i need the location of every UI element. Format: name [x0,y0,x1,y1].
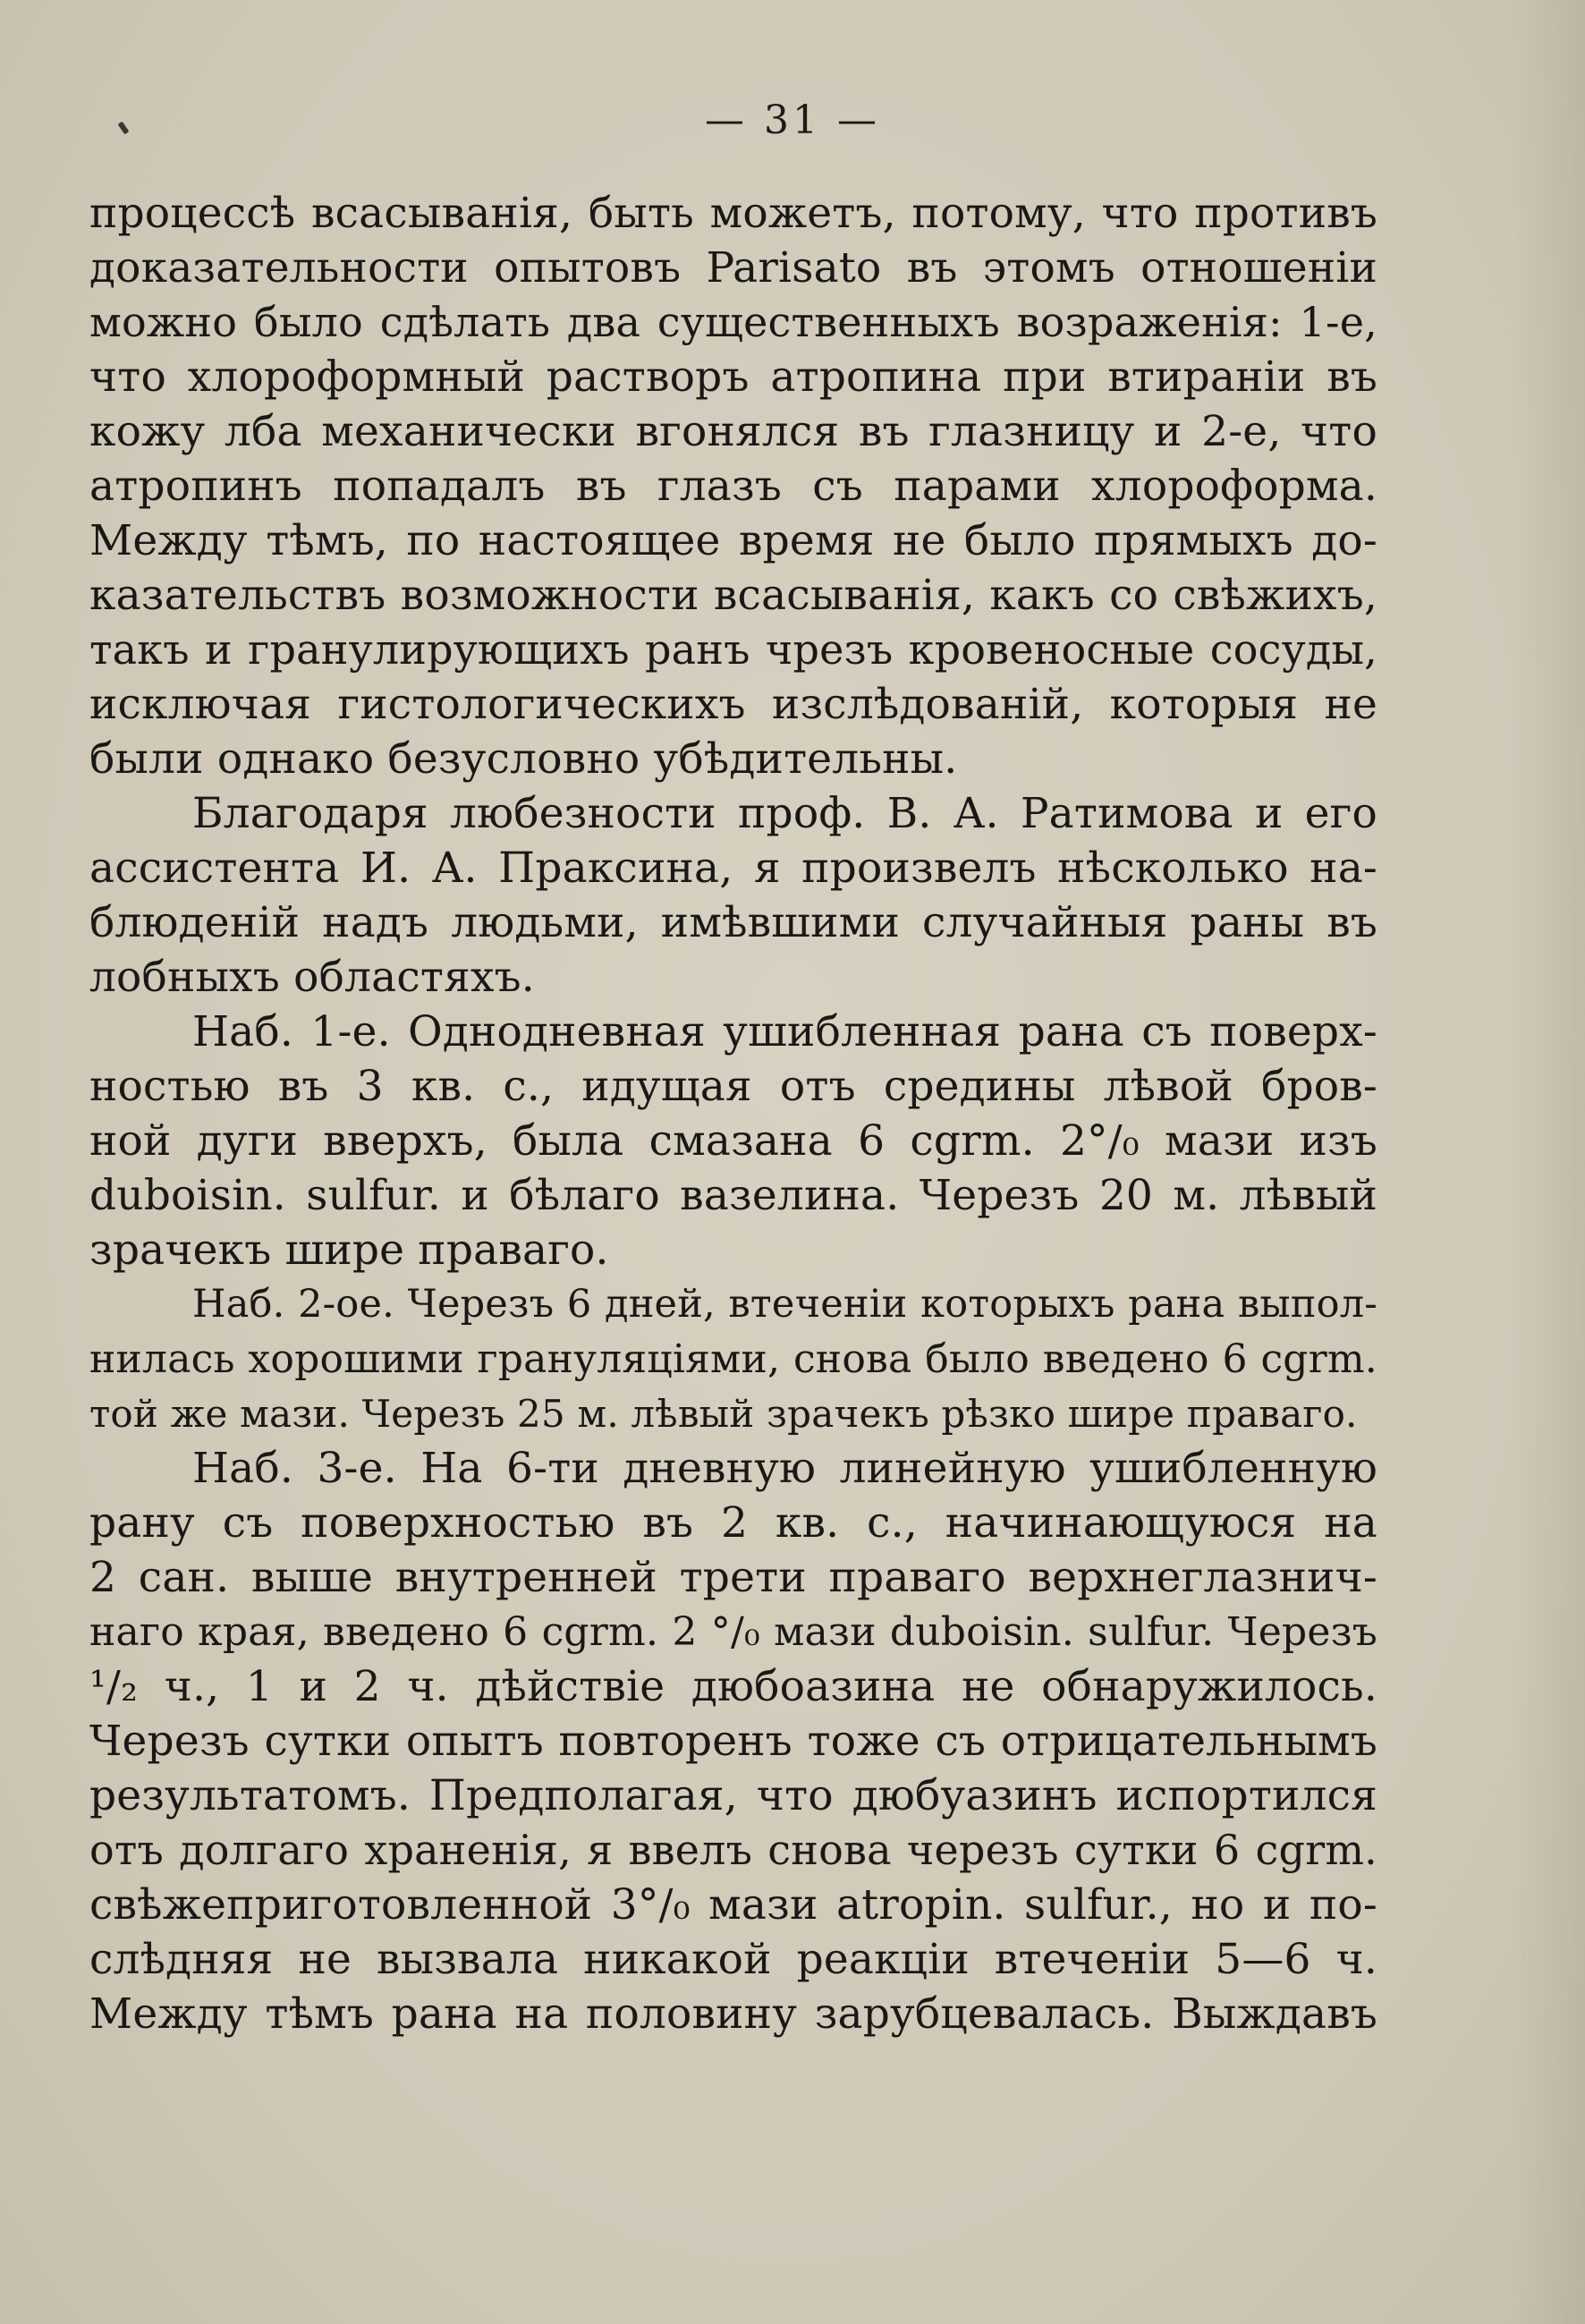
text-line: процессѣ всасыванія, быть можетъ, потому, что противъ [89,189,1377,238]
text-line: результатомъ. Предполагая, что дюбуазинъ испортился [89,1771,1377,1820]
text-line: 2 сан. выше внутренней трети праваго верхнеглазнич- [89,1553,1377,1602]
paragraph [89,1005,1377,1277]
text-line: ной дуги вверхъ, была смазана 6 cgrm. 2°/₀ мази изъ [89,1116,1377,1166]
paragraph [89,1277,1377,1441]
paragraph [89,1441,1377,2041]
text-line: Наб. 2-ое. Черезъ 6 дней, втеченіи которыхъ рана выпол- [192,1282,1377,1327]
text-line: нилась хорошими грануляціями, снова было введено 6 cgrm. [89,1336,1377,1382]
text-line: слѣдняя не вызвала никакой реакціи втеченіи 5—6 ч. [89,1935,1377,1984]
text-line: что хлороформный растворъ атропина при втираніи въ [89,352,1377,402]
paragraph [89,186,1377,786]
text-line: были однако безусловно убѣдительны. [89,734,958,784]
text-line: кожу лба механически вгонялся въ глазницу и 2-е, что [89,407,1377,456]
text-line: лобныхъ областяхъ. [89,953,535,1002]
text-line: Благодаря любезности проф. В. А. Ратимова и его [192,789,1377,838]
text-line: зрачекъ шире праваго. [89,1226,609,1275]
text-line: исключая гистологическихъ изслѣдованій, которыя не [89,680,1377,729]
paragraph [89,786,1377,1005]
text-line: ассистента И. А. Праксина, я произвелъ нѣсколько на- [89,844,1377,893]
text-line: duboisin. sulfur. и бѣлаго вазелина. Черезъ 20 м. лѣвый [89,1171,1377,1220]
text-line: Между тѣмъ рана на половину зарубцевалась. Выждавъ [89,1989,1377,2039]
text-line: Черезъ сутки опытъ повторенъ тоже съ отрицательнымъ [89,1717,1377,1766]
text-line: той же мази. Черезъ 25 м. лѣвый зрачекъ рѣзко шире праваго. [89,1392,1358,1436]
text-line: блюденій надъ людьми, имѣвшими случайныя раны въ [89,898,1377,947]
text-line: такъ и гранулирующихъ ранъ чрезъ кровеносные сосуды, [89,625,1377,674]
text-line: Между тѣмъ, по настоящее время не было прямыхъ до- [89,516,1377,565]
text-line: атропинъ попадалъ въ глазъ съ парами хлороформа. [89,462,1377,511]
text-line: Наб. 1-е. Однодневная ушибленная рана съ поверх- [192,1007,1377,1056]
text-line: можно было сдѣлать два существенныхъ возраженія: 1-е, [89,298,1377,346]
page-number: — 31 — [705,98,880,143]
text-line: ностью въ 3 кв. с., идущая отъ средины лѣвой бров- [89,1062,1377,1111]
text-line: казательствъ возможности всасыванія, какъ со свѣжихъ, [89,571,1377,620]
page-edge-shadow [1513,0,1585,2324]
text-line: наго края, введено 6 cgrm. 2 °/₀ мази duboisin. sulfur. Черезъ [89,1609,1377,1655]
text-line: Наб. 3-е. На 6-ти дневную линейную ушибленную [192,1444,1377,1493]
text-line: доказательности опытовъ Parisato въ этомъ отношеніи [89,243,1377,293]
text-line: отъ долгаго храненія, я ввелъ снова черезъ сутки 6 cgrm. [89,1826,1377,1874]
body-text [89,186,1377,2041]
text-line: ¹/₂ ч., 1 и 2 ч. дѣйствіе дюбоазина не обнаружилось. [89,1662,1377,1711]
text-line: свѣжеприготовленной 3°/₀ мази atropin. sulfur., но и по- [89,1880,1377,1930]
text-line: рану съ поверхностью въ 2 кв. с., начинающуюся на [89,1498,1377,1548]
